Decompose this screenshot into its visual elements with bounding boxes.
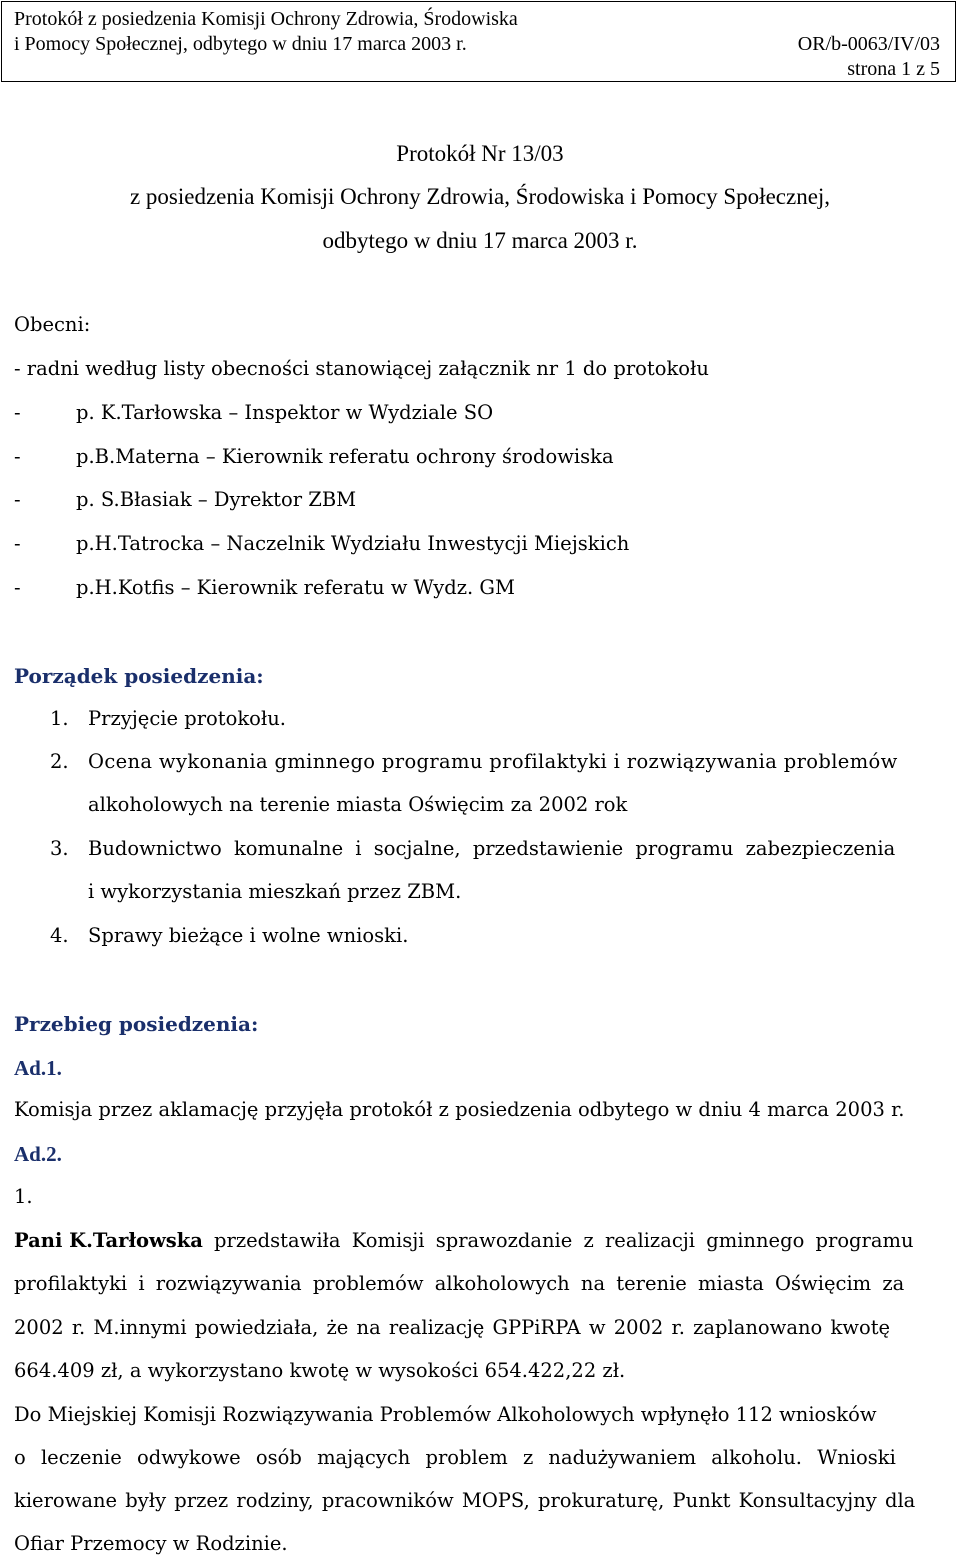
- agenda-number: 4.: [50, 924, 69, 947]
- attendance-heading: Obecni:: [14, 313, 91, 336]
- paragraph-line: kierowane były przez rodziny, pracowników MOPS, prokuraturę, Punkt Konsultacyjny dla: [14, 1489, 916, 1512]
- attendee-text: p.B.Materna – Kierownik referatu ochrony środowiska: [76, 445, 614, 468]
- paragraph-line: Do Miejskiej Komisji Rozwiązywania Problemów Alkoholowych wpłynęło 112 wniosków: [14, 1403, 877, 1426]
- header-title-line-2: i Pomocy Społecznej, odbytego w dniu 17 marca 2003 r.: [14, 33, 467, 55]
- agenda-text: Sprawy bieżące i wolne wnioski.: [88, 924, 409, 947]
- agenda-item: [14, 707, 286, 730]
- agenda-heading: Porządek posiedzenia:: [14, 664, 264, 688]
- paragraph-line: [14, 1229, 944, 1252]
- protocol-subtitle-1: z posiedzenia Komisji Ochrony Zdrowia, Środowiska i Pomocy Społecznej,: [129, 184, 831, 209]
- agenda-text: Budownictwo komunalne i socjalne, przedstawienie programu zabezpieczenia: [88, 837, 896, 860]
- paragraph-line: 664.409 zł, a wykorzystano kwotę w wysokości 654.422,22 zł.: [14, 1359, 626, 1382]
- paragraph-line: Ofiar Przemocy w Rodzinie.: [14, 1532, 288, 1555]
- agenda-text-continued: i wykorzystania mieszkań przez ZBM.: [88, 880, 462, 903]
- attendee-item: - p.H.Kotfis – Kierownik referatu w Wydz. GM: [14, 576, 515, 599]
- proceedings-heading: Przebieg posiedzenia:: [14, 1012, 259, 1036]
- attendance-councillors: - radni według listy obecności stanowiącej załącznik nr 1 do protokołu: [14, 357, 709, 380]
- agenda-text: Przyjęcie protokołu.: [88, 707, 286, 730]
- document-reference: OR/b-0063/IV/03: [797, 33, 940, 55]
- attendee-item: - p. K.Tarłowska – Inspektor w Wydziale SO: [14, 401, 494, 424]
- agenda-text-continued: alkoholowych na terenie miasta Oświęcim za 2002 rok: [88, 793, 628, 816]
- paragraph-line: profilaktyki i rozwiązywania problemów alkoholowych na terenie miasta Oświęcim za: [14, 1272, 905, 1295]
- attendee-text: p.H.Kotfis – Kierownik referatu w Wydz. GM: [76, 576, 515, 599]
- agenda-text: Ocena wykonania gminnego programu profilaktyki i rozwiązywania problemów: [88, 750, 898, 773]
- header-title-line-1: Protokół z posiedzenia Komisji Ochrony Zdrowia, Środowiska: [14, 8, 518, 30]
- speaker-name: Pani K.Tarłowska: [14, 1229, 203, 1252]
- attendee-item: - p. S.Błasiak – Dyrektor ZBM: [14, 488, 357, 511]
- agenda-number: 2.: [50, 750, 69, 773]
- page-number: strona 1 z 5: [847, 58, 940, 80]
- protocol-subtitle-2: odbytego w dniu 17 marca 2003 r.: [322, 228, 638, 253]
- attendee-item: - p.H.Tatrocka – Naczelnik Wydziału Inwestycji Miejskich: [14, 532, 630, 555]
- agenda-number: 3.: [50, 837, 69, 860]
- paragraph-line: 2002 r. M.innymi powiedziała, że na realizację GPPiRPA w 2002 r. zaplanowano kwotę: [14, 1316, 891, 1339]
- attendee-text: p.H.Tatrocka – Naczelnik Wydziału Inwestycji Miejskich: [76, 532, 630, 555]
- agenda-item: [14, 750, 944, 773]
- agenda-point-1-label: Ad.1.: [14, 1056, 62, 1080]
- agenda-point-1-text: Komisja przez aklamację przyjęła protokół z posiedzenia odbytego w dniu 4 marca 2003 r.: [14, 1098, 905, 1121]
- attendee-text: p. S.Błasiak – Dyrektor ZBM: [76, 488, 357, 511]
- protocol-title: Protokół Nr 13/03: [396, 141, 564, 166]
- attendee-item: - p.B.Materna – Kierownik referatu ochrony środowiska: [14, 445, 614, 468]
- agenda-item: [14, 924, 408, 947]
- paragraph-text: przedstawiła Komisji sprawozdanie z realizacji gminnego programu: [202, 1229, 914, 1252]
- attendee-text: p. K.Tarłowska – Inspektor w Wydziale SO: [76, 401, 494, 424]
- agenda-item: [14, 837, 895, 860]
- agenda-number: 1.: [50, 707, 69, 730]
- page-header: [1, 1, 956, 82]
- paragraph-line: o leczenie odwykowe osób mających problem z nadużywaniem alkoholu. Wnioski: [14, 1446, 896, 1469]
- agenda-point-2-label: Ad.2.: [14, 1142, 62, 1166]
- agenda-point-2-number: 1.: [14, 1185, 33, 1208]
